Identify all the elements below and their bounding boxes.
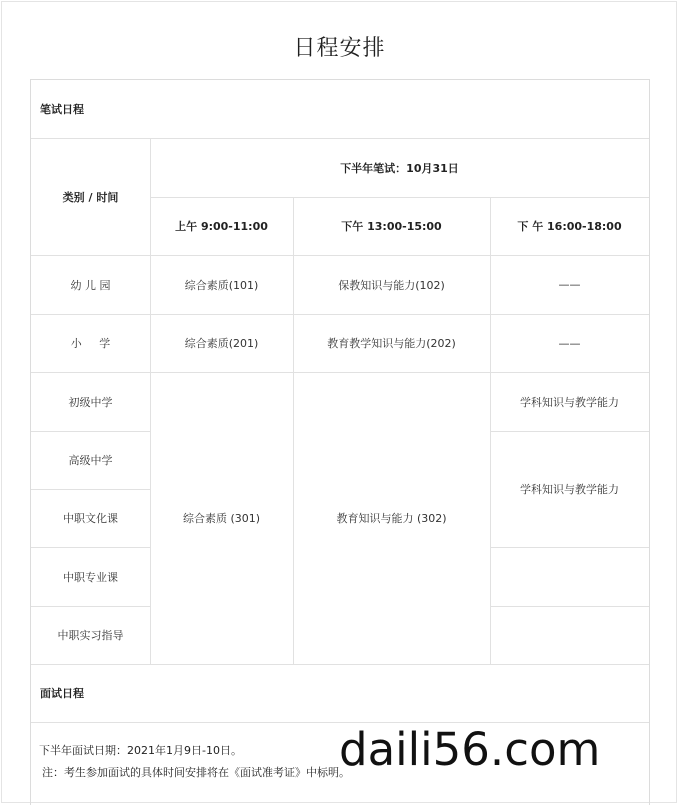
category-cell: 幼 儿 园 [70, 278, 111, 292]
merged-exam-pm1: 教育知识与能力 (302) [336, 512, 447, 525]
header-slot-am: 上午 9:00-11:00 [175, 220, 268, 233]
category-cell: 中职专业课 [63, 570, 118, 584]
header-category-time: 类别 / 时间 [62, 190, 119, 204]
category-cell: 初级中学 [68, 395, 113, 409]
header-slot-pm1: 下午 13:00-15:00 [341, 220, 442, 233]
exam-cell: 保教知识与能力(102) [338, 278, 445, 292]
interview-section-label: 面试日程 [40, 687, 84, 700]
category-cell: 中职实习指导 [57, 629, 124, 642]
exam-cell: 综合素质(201) [184, 337, 259, 350]
empty-cell [490, 606, 649, 664]
written-section-label: 笔试日程 [40, 103, 84, 116]
header-slot-pm2: 下 午 16:00-18:00 [517, 220, 622, 233]
category-cell: 中职文化课 [63, 512, 118, 525]
watermark-text: daili56.com [339, 723, 601, 776]
merged-exam-pm2: 学科知识与教学能力 [520, 483, 619, 496]
header-exam-date: 下半年笔试：10月31日 [340, 161, 459, 175]
exam-cell: —— [558, 336, 581, 350]
exam-cell: 教育教学知识与能力(202) [327, 337, 456, 350]
category-cell: 小 学 [70, 337, 111, 350]
exam-cell: 综合素质(101) [184, 278, 259, 292]
category-cell: 高级中学 [68, 454, 113, 467]
schedule-table [30, 79, 650, 805]
merged-exam-am: 综合素质 (301) [182, 512, 261, 525]
interview-date-text: 下半年面试日期：2021年1月9日-10日。 [39, 744, 242, 757]
page-title: 日程安排 [293, 36, 386, 61]
exam-cell: —— [558, 278, 581, 291]
interview-note-text: 注：考生参加面试的具体时间安排将在《面试准考证》中标明。 [42, 766, 350, 779]
empty-cell [490, 547, 649, 606]
exam-cell: 学科知识与教学能力 [520, 395, 619, 409]
